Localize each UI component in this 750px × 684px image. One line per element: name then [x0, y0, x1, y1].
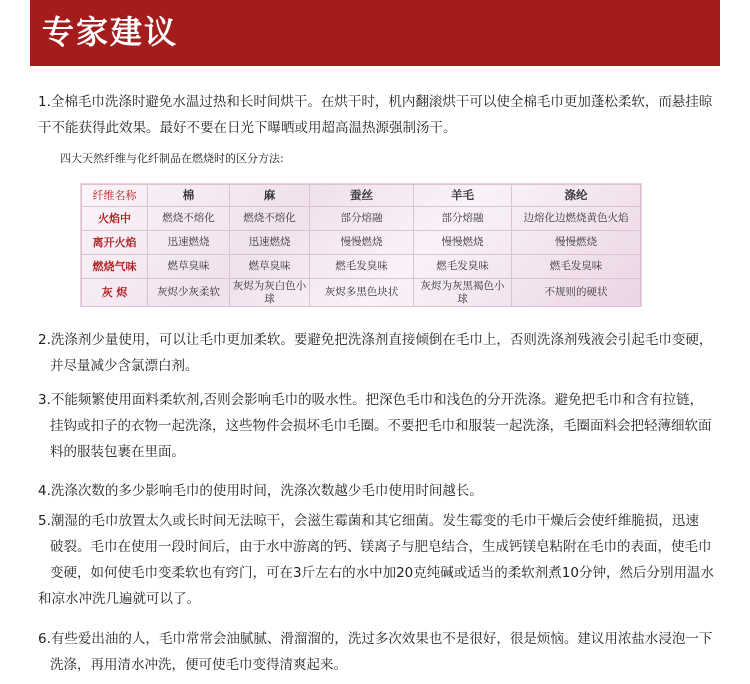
table-row: [82, 231, 641, 255]
table-cell: 慢慢燃烧: [310, 231, 414, 255]
table-cell: 迅速燃烧: [230, 231, 310, 255]
paragraph-line: 干不能获得此效果。最好不要在日光下曝晒或用超高温热源强制汤干。: [38, 120, 457, 136]
row-header: 火焰中: [82, 207, 148, 231]
paragraph-4: [38, 478, 483, 504]
table-caption: 四大天然纤维与化纤制品在燃烧时的区分方法:: [60, 152, 284, 165]
table-corner-cell: 纤维名称: [82, 185, 148, 207]
table-cell: 燃毛发臭味: [512, 255, 641, 279]
row-header: 燃烧气味: [82, 255, 148, 279]
table-cell: 部分熔融: [310, 207, 414, 231]
paragraph-line: 和凉水冲洗几遍就可以了。: [38, 591, 200, 607]
paragraph-line: 1.全棉毛巾洗涤时避免水温过热和长时间烘干。在烘干时，机内翻滚烘干可以使全棉毛巾更加蓬松柔软，而悬挂晾: [38, 94, 713, 110]
table-cell: 慢慢燃烧: [512, 231, 641, 255]
fiber-burn-table: [80, 183, 642, 307]
paragraph-line: 并尽量减少含氯漂白剂。: [50, 358, 199, 374]
table-cell: 燃毛发臭味: [414, 255, 512, 279]
paragraph-line: 4.洗涤次数的多少影响毛巾的使用时间，洗涤次数越少毛巾使用时间越长。: [38, 483, 483, 499]
row-header: 离开火焰: [82, 231, 148, 255]
table-cell: 灰烬少灰柔软: [148, 279, 230, 307]
paragraph-line: 6.有些爱出油的人，毛巾常常会油腻腻、滑溜溜的，洗过多次效果也不是很好，很是烦恼。建议用浓盐水浸泡一下: [38, 631, 713, 647]
column-header: 涤纶: [512, 185, 641, 207]
paragraph-line: 挂钩或扣子的衣物一起洗涤，这些物件会损坏毛巾毛圈。不要把毛巾和服装一起洗涤，毛圈面料会把轻薄细软面: [50, 418, 712, 434]
table-row: [82, 207, 641, 231]
table-cell: 迅速燃烧: [148, 231, 230, 255]
paragraph-2: [38, 327, 712, 379]
table-cell: 部分熔融: [414, 207, 512, 231]
column-header: 麻: [230, 185, 310, 207]
paragraph-5: [38, 508, 714, 612]
section-header: [30, 0, 720, 66]
table-cell: 燃烧不熔化: [148, 207, 230, 231]
table-cell: 不规则的硬状: [512, 279, 641, 307]
paragraph-6: [38, 626, 712, 678]
table-cell: 灰烬多黑色块状: [310, 279, 414, 307]
column-header: 蚕丝: [310, 185, 414, 207]
section-title: 专家建议: [42, 13, 179, 51]
table-cell: 灰烬为灰白色小球: [230, 279, 310, 307]
paragraph-line: 变硬，如何使毛巾变柔软也有窍门，可在3斤左右的水中加20克纯碱或适当的柔软剂煮10分钟，然后分别用温水: [50, 565, 714, 581]
row-header: 灰 烬: [82, 279, 148, 307]
table-cell: 边熔化边燃烧黄色火焰: [512, 207, 641, 231]
table-cell: 燃烧不熔化: [230, 207, 310, 231]
table-cell: 燃草臭味: [230, 255, 310, 279]
paragraph-line: 5.潮湿的毛巾放置太久或长时间无法晾干，会滋生霉菌和其它细菌。发生霉变的毛巾干燥后会使纤维脆损，迅速: [38, 513, 699, 529]
paragraph-line: 破裂。毛巾在使用一段时间后，由于水中游离的钙、镁离子与肥皂结合，生成钙镁皂粘附在毛巾的表面，使毛巾: [50, 539, 712, 555]
column-header: 棉: [148, 185, 230, 207]
table-cell: 灰烬为灰黑褐色小球: [414, 279, 512, 307]
paragraph-line: 3.不能频繁使用面料柔软剂,否则会影响毛巾的吸水性。把深色毛巾和浅色的分开洗涤。避免把毛巾和含有拉链，: [38, 392, 704, 408]
table-cell: 慢慢燃烧: [414, 231, 512, 255]
column-header: 羊毛: [414, 185, 512, 207]
paragraph-line: 洗涤，再用清水冲洗，便可使毛巾变得清爽起来。: [50, 657, 347, 673]
paragraph-1: [38, 89, 712, 141]
table-cell: 燃草臭味: [148, 255, 230, 279]
table-header-row: [82, 185, 641, 207]
paragraph-3: [38, 387, 712, 465]
table-row: [82, 255, 641, 279]
paragraph-line: 料的服装包裹在里面。: [50, 444, 185, 460]
table-cell: 燃毛发臭味: [310, 255, 414, 279]
table-row: [82, 279, 641, 307]
paragraph-line: 2.洗涤剂少量使用，可以让毛巾更加柔软。要避免把洗涤剂直接倾倒在毛巾上，否则洗涤剂残液会引起毛巾变硬，: [38, 332, 713, 348]
